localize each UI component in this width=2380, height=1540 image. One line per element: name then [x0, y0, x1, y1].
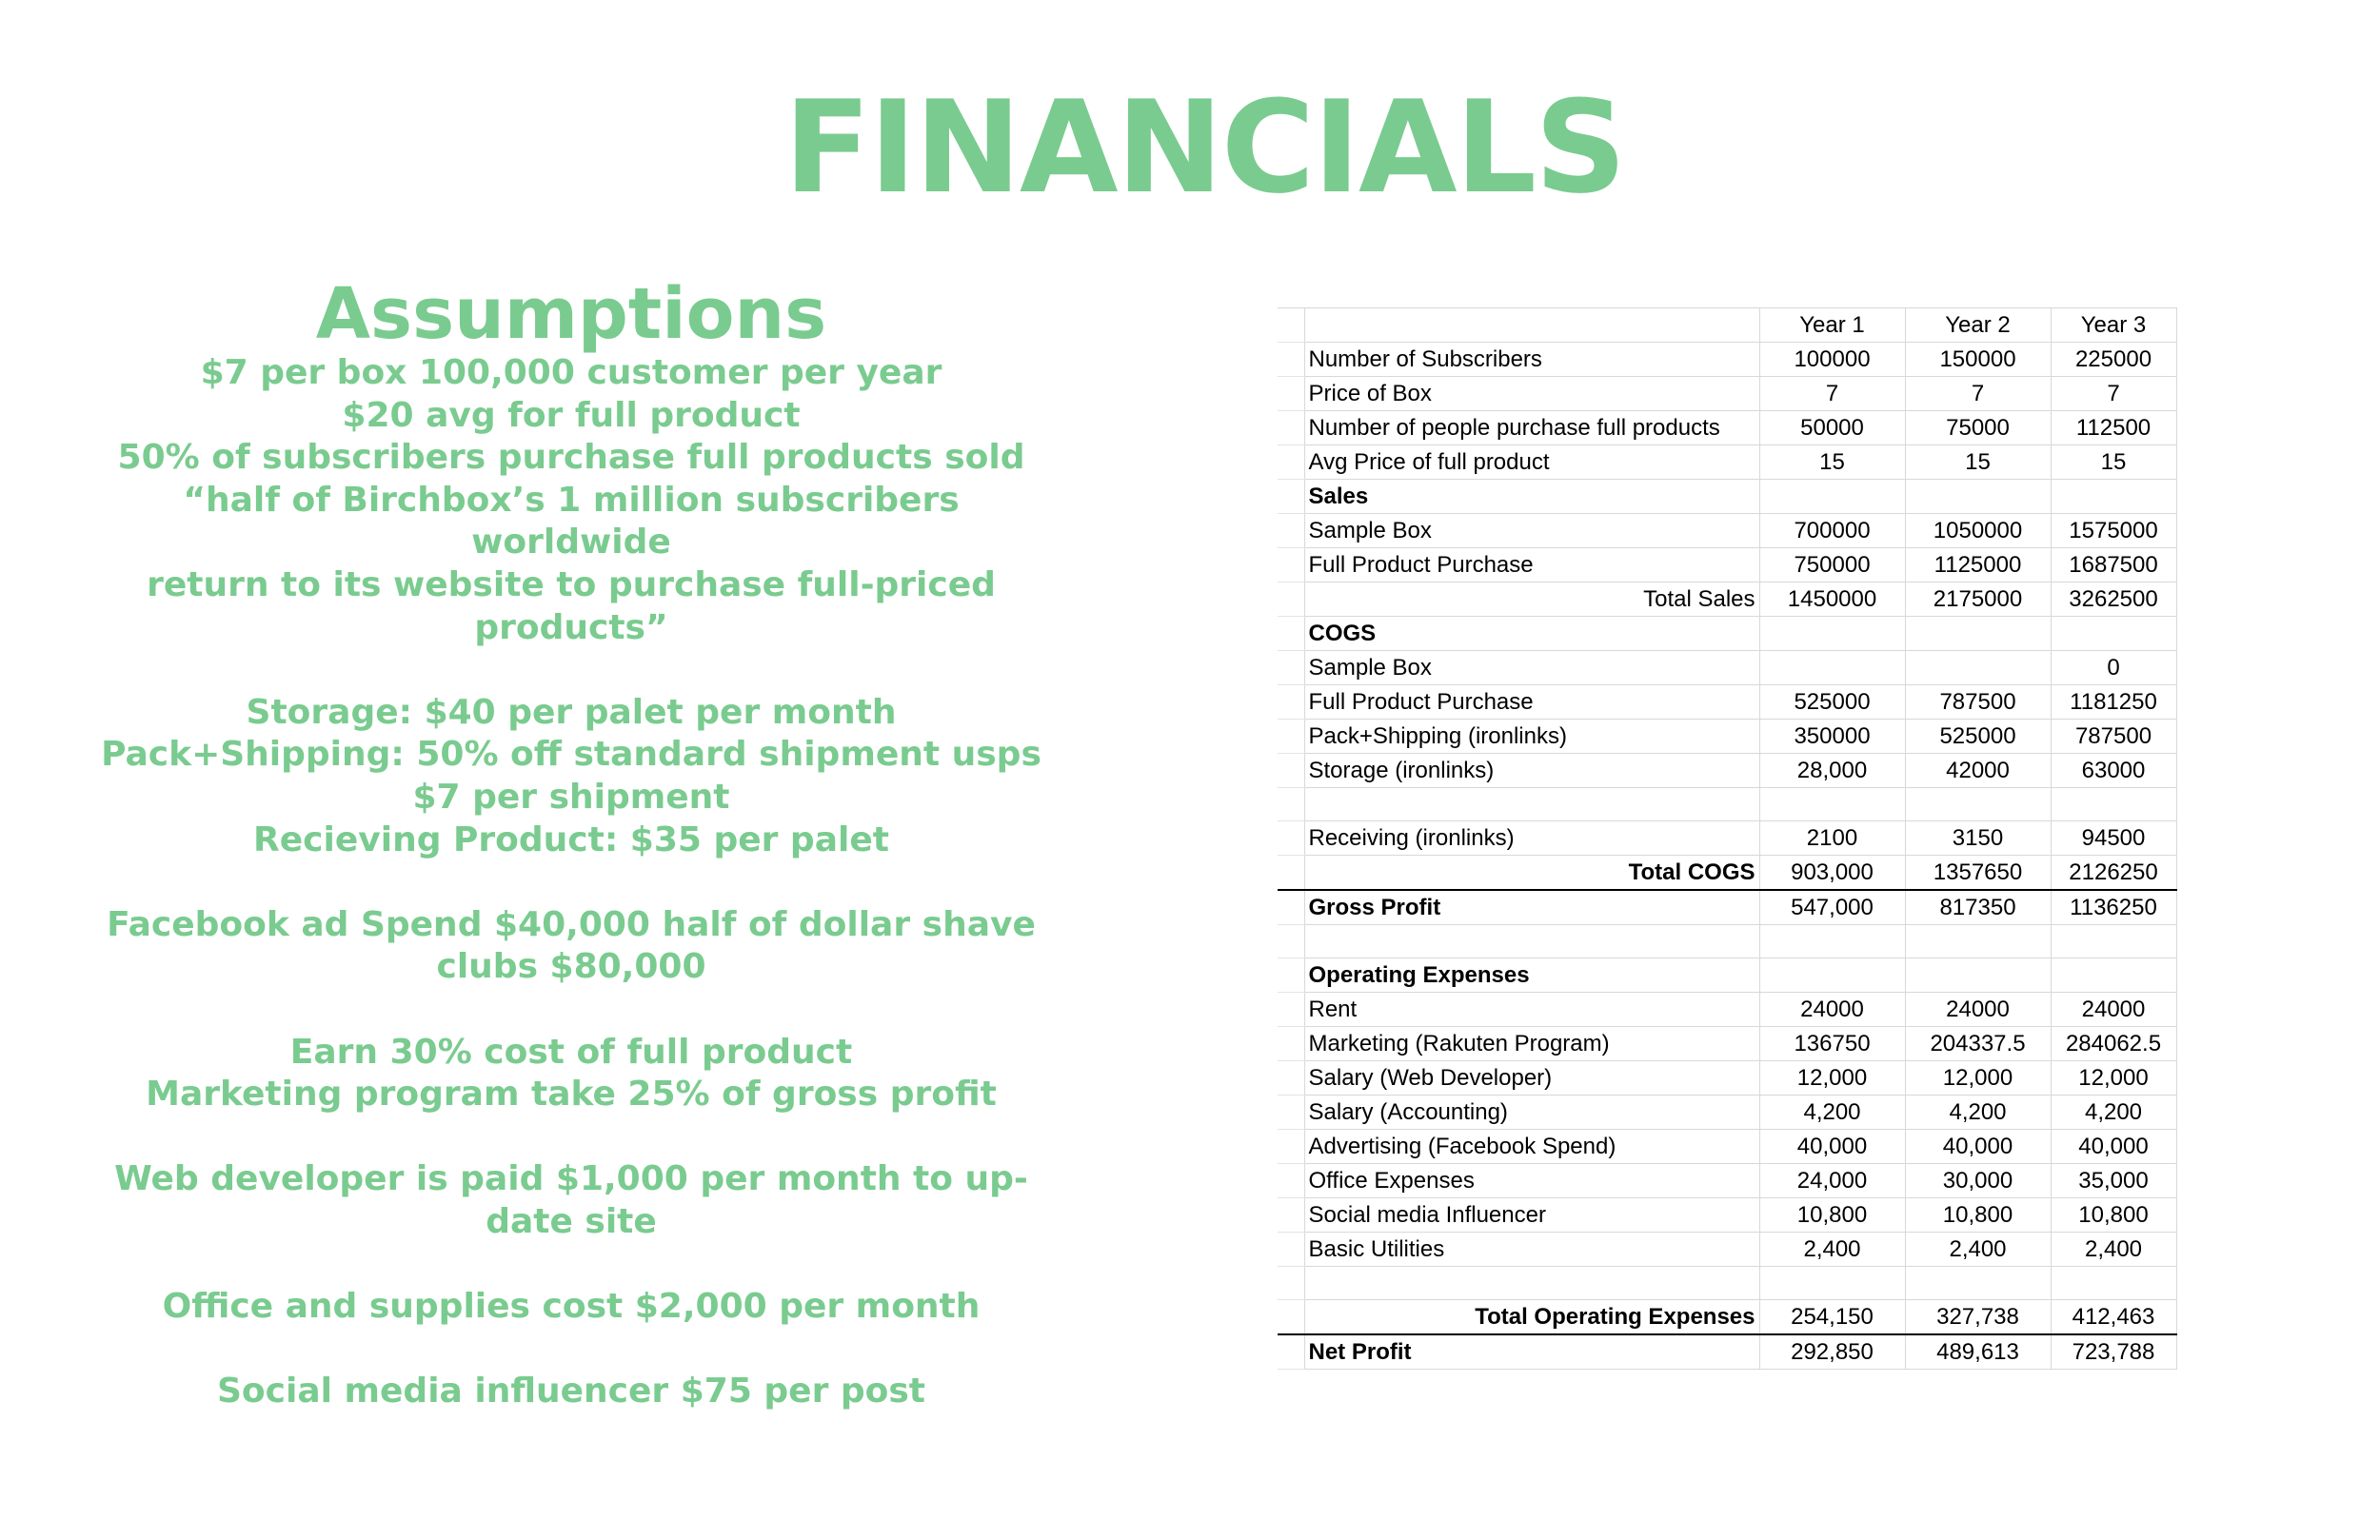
assumption-line: 50% of subscribers purchase full products sold [117, 438, 1025, 478]
table-row [1278, 445, 2176, 480]
row-gutter[interactable] [1278, 1300, 1304, 1335]
row-gutter[interactable] [1278, 651, 1304, 685]
row-gutter[interactable] [1278, 582, 1304, 617]
row-label[interactable]: Salary (Web Developer) [1304, 1061, 1759, 1096]
value-cell[interactable]: 24000 [2051, 993, 2176, 1027]
table-row [1278, 821, 2176, 856]
row-gutter[interactable] [1278, 1027, 1304, 1061]
assumption-spacer [90, 989, 1052, 1032]
value-cell[interactable]: 1687500 [2051, 548, 2176, 582]
row-gutter[interactable] [1278, 308, 1304, 343]
value-cell[interactable]: 2175000 [1905, 582, 2051, 617]
row-gutter[interactable] [1278, 1267, 1304, 1300]
value-cell[interactable]: 136750 [1759, 1027, 1905, 1061]
value-cell[interactable]: 35,000 [2051, 1164, 2176, 1198]
year-header-2[interactable]: Year 2 [1905, 308, 2051, 343]
table-row [1278, 993, 2176, 1027]
row-gutter[interactable] [1278, 788, 1304, 821]
value-cell[interactable]: 63000 [2051, 754, 2176, 788]
row-label[interactable]: Receiving (ironlinks) [1304, 821, 1759, 856]
value-cell[interactable]: 7 [2051, 377, 2176, 411]
value-cell[interactable]: 3262500 [2051, 582, 2176, 617]
value-cell[interactable]: 10,800 [1905, 1198, 2051, 1233]
value-cell[interactable]: 2126250 [2051, 856, 2176, 891]
assumption-line: date site [486, 1201, 657, 1241]
value-cell[interactable]: 225000 [2051, 343, 2176, 377]
value-cell[interactable] [2051, 788, 2176, 821]
value-cell[interactable]: 4,200 [1759, 1096, 1905, 1130]
row-label[interactable] [1304, 1267, 1759, 1300]
row-label[interactable]: Sales [1304, 480, 1759, 514]
row-gutter[interactable] [1278, 685, 1304, 720]
assumption-line: Pack+Shipping: 50% off standard shipment usps [101, 735, 1041, 775]
assumption-line: products” [474, 607, 668, 647]
value-cell[interactable]: 4,200 [2051, 1096, 2176, 1130]
value-cell[interactable]: 723,788 [2051, 1334, 2176, 1370]
value-cell[interactable]: 12,000 [2051, 1061, 2176, 1096]
row-label[interactable]: COGS [1304, 617, 1759, 651]
value-cell[interactable] [1905, 617, 2051, 651]
row-gutter[interactable] [1278, 993, 1304, 1027]
value-cell[interactable]: 10,800 [1759, 1198, 1905, 1233]
value-cell[interactable]: 750000 [1759, 548, 1905, 582]
assumption-spacer [90, 861, 1052, 904]
table-row [1278, 1027, 2176, 1061]
value-cell[interactable]: 327,738 [1905, 1300, 2051, 1335]
page-title: FINANCIALS [783, 73, 1625, 222]
value-cell[interactable]: 254,150 [1759, 1300, 1905, 1335]
row-label[interactable] [1304, 925, 1759, 958]
table-row [1278, 1164, 2176, 1198]
value-cell[interactable] [2051, 1267, 2176, 1300]
assumption-spacer [90, 649, 1052, 692]
value-cell[interactable]: 112500 [2051, 411, 2176, 445]
value-cell[interactable]: 24000 [1759, 993, 1905, 1027]
table-row [1278, 1267, 2176, 1300]
value-cell[interactable]: 3150 [1905, 821, 2051, 856]
row-label[interactable]: Full Product Purchase [1304, 548, 1759, 582]
assumption-line: clubs $80,000 [436, 947, 706, 987]
value-cell[interactable] [1905, 1267, 2051, 1300]
row-gutter[interactable] [1278, 480, 1304, 514]
row-label[interactable] [1304, 788, 1759, 821]
value-cell[interactable] [1759, 617, 1905, 651]
row-gutter[interactable] [1278, 377, 1304, 411]
value-cell[interactable] [1759, 651, 1905, 685]
value-cell[interactable]: 4,200 [1905, 1096, 2051, 1130]
assumption-line: Web developer is paid $1,000 per month to up- [114, 1159, 1028, 1199]
table-row [1278, 1061, 2176, 1096]
row-gutter[interactable] [1278, 1164, 1304, 1198]
table-row [1278, 856, 2176, 891]
value-cell[interactable]: 1181250 [2051, 685, 2176, 720]
table-row [1278, 1096, 2176, 1130]
row-gutter[interactable] [1278, 856, 1304, 891]
value-cell[interactable]: 817350 [1905, 890, 2051, 925]
value-cell[interactable]: 100000 [1759, 343, 1905, 377]
assumption-line: Storage: $40 per palet per month [246, 692, 897, 732]
value-cell[interactable] [2051, 480, 2176, 514]
value-cell[interactable]: 10,800 [2051, 1198, 2176, 1233]
value-cell[interactable] [2051, 958, 2176, 993]
value-cell[interactable] [2051, 925, 2176, 958]
row-gutter[interactable] [1278, 411, 1304, 445]
value-cell[interactable] [1759, 925, 1905, 958]
value-cell[interactable] [1759, 958, 1905, 993]
row-label[interactable]: Sample Box [1304, 514, 1759, 548]
assumption-line: $7 per box 100,000 customer per year [200, 353, 942, 392]
value-cell[interactable] [1759, 788, 1905, 821]
row-label[interactable]: Office Expenses [1304, 1164, 1759, 1198]
value-cell[interactable]: 40,000 [1759, 1130, 1905, 1164]
row-gutter[interactable] [1278, 720, 1304, 754]
assumption-line: Office and supplies cost $2,000 per month [162, 1287, 981, 1327]
table-row [1278, 617, 2176, 651]
value-cell[interactable] [1759, 1267, 1905, 1300]
value-cell[interactable]: 1450000 [1759, 582, 1905, 617]
value-cell[interactable]: 489,613 [1905, 1334, 2051, 1370]
value-cell[interactable]: 787500 [2051, 720, 2176, 754]
financial-spreadsheet [1278, 307, 2177, 1370]
value-cell[interactable]: 2,400 [2051, 1233, 2176, 1267]
row-gutter[interactable] [1278, 1061, 1304, 1096]
value-cell[interactable]: 1050000 [1905, 514, 2051, 548]
value-cell[interactable]: 15 [2051, 445, 2176, 480]
assumption-line: $20 avg for full product [342, 395, 801, 435]
assumption-spacer [90, 1116, 1052, 1159]
row-gutter[interactable] [1278, 445, 1304, 480]
value-cell[interactable] [1759, 480, 1905, 514]
value-cell[interactable]: 40,000 [1905, 1130, 2051, 1164]
row-gutter[interactable] [1278, 1096, 1304, 1130]
value-cell[interactable]: 94500 [2051, 821, 2176, 856]
table-row [1278, 754, 2176, 788]
value-cell[interactable]: 12,000 [1905, 1061, 2051, 1096]
table-row [1278, 1300, 2176, 1335]
row-label[interactable]: Gross Profit [1304, 890, 1759, 925]
table-row [1278, 1233, 2176, 1267]
row-label[interactable]: Basic Utilities [1304, 1233, 1759, 1267]
row-label[interactable]: Pack+Shipping (ironlinks) [1304, 720, 1759, 754]
value-cell[interactable]: 204337.5 [1905, 1027, 2051, 1061]
value-cell[interactable]: 292,850 [1759, 1334, 1905, 1370]
value-cell[interactable]: 1357650 [1905, 856, 2051, 891]
row-gutter[interactable] [1278, 958, 1304, 993]
table-row [1278, 480, 2176, 514]
table-row [1278, 958, 2176, 993]
value-cell[interactable] [1905, 651, 2051, 685]
table-row [1278, 548, 2176, 582]
value-cell[interactable]: 547,000 [1759, 890, 1905, 925]
table-row [1278, 343, 2176, 377]
row-label[interactable]: Storage (ironlinks) [1304, 754, 1759, 788]
value-cell[interactable]: 7 [1905, 377, 2051, 411]
table-row [1278, 1130, 2176, 1164]
table-row [1278, 890, 2176, 925]
row-label[interactable]: Sample Box [1304, 651, 1759, 685]
row-label[interactable]: Salary (Accounting) [1304, 1096, 1759, 1130]
value-cell[interactable]: 1575000 [2051, 514, 2176, 548]
row-label[interactable]: Rent [1304, 993, 1759, 1027]
row-gutter[interactable] [1278, 343, 1304, 377]
assumptions-heading: Assumptions [315, 273, 827, 355]
assumption-line: Earn 30% cost of full product [289, 1032, 853, 1072]
assumption-line: “half of Birchbox’s 1 million subscribers worldwide [183, 480, 960, 563]
row-label[interactable]: Advertising (Facebook Spend) [1304, 1130, 1759, 1164]
row-gutter[interactable] [1278, 1334, 1304, 1370]
row-label[interactable]: Total COGS [1304, 856, 1759, 891]
assumption-line: Social media influencer $75 per post [216, 1372, 926, 1412]
row-label[interactable]: Operating Expenses [1304, 958, 1759, 993]
table-row [1278, 651, 2176, 685]
row-gutter[interactable] [1278, 514, 1304, 548]
value-cell[interactable]: 7 [1759, 377, 1905, 411]
row-gutter[interactable] [1278, 754, 1304, 788]
value-cell[interactable] [1905, 480, 2051, 514]
table-row [1278, 582, 2176, 617]
value-cell[interactable]: 40,000 [2051, 1130, 2176, 1164]
table-row [1278, 925, 2176, 958]
value-cell[interactable]: 787500 [1905, 685, 2051, 720]
value-cell[interactable]: 12,000 [1759, 1061, 1905, 1096]
value-cell[interactable]: 525000 [1759, 685, 1905, 720]
row-label[interactable]: Marketing (Rakuten Program) [1304, 1027, 1759, 1061]
row-label[interactable]: Net Profit [1304, 1334, 1759, 1370]
value-cell[interactable]: 284062.5 [2051, 1027, 2176, 1061]
row-gutter[interactable] [1278, 821, 1304, 856]
value-cell[interactable]: 2,400 [1905, 1233, 2051, 1267]
table-row [1278, 411, 2176, 445]
assumption-spacer [90, 1243, 1052, 1286]
row-label[interactable]: Social media Influencer [1304, 1198, 1759, 1233]
value-cell[interactable]: 50000 [1759, 411, 1905, 445]
row-label[interactable]: Number of Subscribers [1304, 343, 1759, 377]
value-cell[interactable]: 24000 [1905, 993, 2051, 1027]
row-label[interactable]: Price of Box [1304, 377, 1759, 411]
row-gutter[interactable] [1278, 548, 1304, 582]
assumption-line: $7 per shipment [412, 777, 730, 817]
assumption-line: Recieving Product: $35 per palet [253, 819, 889, 859]
assumptions-panel [90, 273, 1052, 1413]
value-cell[interactable] [2051, 617, 2176, 651]
row-gutter[interactable] [1278, 890, 1304, 925]
row-gutter[interactable] [1278, 925, 1304, 958]
row-gutter[interactable] [1278, 1198, 1304, 1233]
row-gutter[interactable] [1278, 1130, 1304, 1164]
financial-table [1278, 307, 2177, 1370]
value-cell[interactable]: 150000 [1905, 343, 2051, 377]
value-cell[interactable]: 42000 [1905, 754, 2051, 788]
row-label[interactable]: Number of people purchase full products [1304, 411, 1759, 445]
assumption-line: Facebook ad Spend $40,000 half of dollar shave [107, 904, 1036, 944]
year-header-1[interactable]: Year 1 [1759, 308, 1905, 343]
value-cell[interactable]: 15 [1759, 445, 1905, 480]
table-row [1278, 685, 2176, 720]
row-gutter[interactable] [1278, 1233, 1304, 1267]
value-cell[interactable]: 30,000 [1905, 1164, 2051, 1198]
row-label[interactable]: Full Product Purchase [1304, 685, 1759, 720]
value-cell[interactable]: 350000 [1759, 720, 1905, 754]
row-label[interactable]: Total Sales [1304, 582, 1759, 617]
value-cell[interactable] [1905, 958, 2051, 993]
value-cell[interactable]: 15 [1905, 445, 2051, 480]
assumption-line: Marketing program take 25% of gross profit [146, 1075, 997, 1115]
value-cell[interactable]: 2100 [1759, 821, 1905, 856]
value-cell[interactable]: 0 [2051, 651, 2176, 685]
row-label[interactable]: Total Operating Expenses [1304, 1300, 1759, 1335]
header-row [1278, 308, 2176, 343]
value-cell[interactable]: 412,463 [2051, 1300, 2176, 1335]
value-cell[interactable]: 700000 [1759, 514, 1905, 548]
value-cell[interactable]: 75000 [1905, 411, 2051, 445]
table-row [1278, 788, 2176, 821]
table-row [1278, 1334, 2176, 1370]
value-cell[interactable] [1905, 788, 2051, 821]
assumptions-list [90, 352, 1052, 1413]
table-row [1278, 720, 2176, 754]
table-row [1278, 377, 2176, 411]
value-cell[interactable]: 903,000 [1759, 856, 1905, 891]
value-cell[interactable]: 28,000 [1759, 754, 1905, 788]
value-cell[interactable]: 525000 [1905, 720, 2051, 754]
value-cell[interactable]: 1136250 [2051, 890, 2176, 925]
label-cell[interactable] [1304, 308, 1759, 343]
table-row [1278, 1198, 2176, 1233]
value-cell[interactable]: 24,000 [1759, 1164, 1905, 1198]
assumption-line: return to its website to purchase full-priced [147, 564, 996, 604]
assumption-spacer [90, 1329, 1052, 1372]
row-label[interactable]: Avg Price of full product [1304, 445, 1759, 480]
value-cell[interactable] [1905, 925, 2051, 958]
table-row [1278, 514, 2176, 548]
value-cell[interactable]: 2,400 [1759, 1233, 1905, 1267]
year-header-3[interactable]: Year 3 [2051, 308, 2176, 343]
value-cell[interactable]: 1125000 [1905, 548, 2051, 582]
row-gutter[interactable] [1278, 617, 1304, 651]
